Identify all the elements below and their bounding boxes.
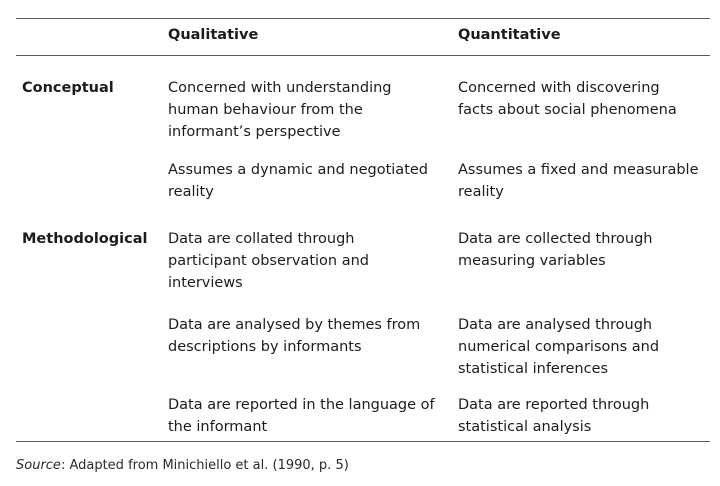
text-line: Data are reported through xyxy=(458,397,650,413)
methodological-qualitative-1 xyxy=(168,228,458,294)
text-line: numerical comparisons and xyxy=(458,339,660,355)
source-text: : Adapted from Minichiello et al. (1990, p. 5) xyxy=(60,458,349,473)
text-line: interviews xyxy=(168,275,243,291)
source-note xyxy=(16,457,349,475)
table-bottom-rule xyxy=(16,441,710,442)
text-line: measuring variables xyxy=(458,253,606,269)
text-line: the informant xyxy=(168,419,268,435)
header-rule xyxy=(16,55,710,56)
text-line: Data are collated through xyxy=(168,231,355,247)
methodological-quantitative-1 xyxy=(458,228,713,272)
text-line: Data are reported in the language of xyxy=(168,397,435,413)
methodological-quantitative-3 xyxy=(458,394,713,438)
conceptual-qualitative-2 xyxy=(168,159,458,203)
header-qualitative: Qualitative xyxy=(168,27,259,43)
row-label-methodological: Methodological xyxy=(22,231,148,247)
text-line: human behaviour from the xyxy=(168,102,363,118)
text-line: informant’s perspective xyxy=(168,124,341,140)
text-line: participant observation and xyxy=(168,253,369,269)
row-label-conceptual: Conceptual xyxy=(22,80,114,96)
text-line: reality xyxy=(458,184,504,200)
text-line: Concerned with discovering xyxy=(458,80,660,96)
header-quantitative: Quantitative xyxy=(458,27,561,43)
text-line: Data are analysed by themes from xyxy=(168,317,421,333)
text-line: Concerned with understanding xyxy=(168,80,392,96)
text-line: reality xyxy=(168,184,214,200)
methodological-quantitative-2 xyxy=(458,314,713,380)
text-line: Data are analysed through xyxy=(458,317,653,333)
conceptual-quantitative-1 xyxy=(458,77,713,121)
text-line: Assumes a fixed and measurable xyxy=(458,162,699,178)
text-line: Data are collected through xyxy=(458,231,653,247)
conceptual-quantitative-2 xyxy=(458,159,713,203)
table-top-rule xyxy=(16,18,710,19)
text-line: Assumes a dynamic and negotiated xyxy=(168,162,429,178)
conceptual-qualitative-1 xyxy=(168,77,458,143)
methodological-qualitative-2 xyxy=(168,314,458,358)
text-line: statistical analysis xyxy=(458,419,592,435)
text-line: descriptions by informants xyxy=(168,339,362,355)
methodological-qualitative-3 xyxy=(168,394,458,438)
text-line: statistical inferences xyxy=(458,361,609,377)
source-label: Source xyxy=(16,458,61,473)
text-line: facts about social phenomena xyxy=(458,102,677,118)
